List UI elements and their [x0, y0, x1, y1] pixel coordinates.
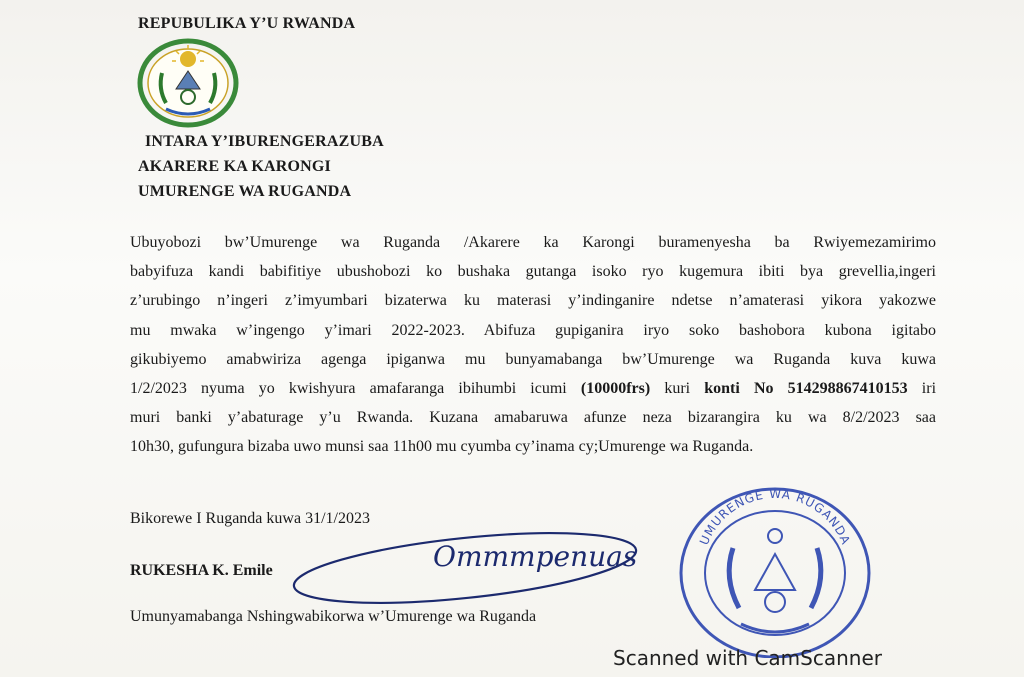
header-province: INTARA Y’IBURENGERAZUBA — [145, 133, 384, 150]
header-sector: UMURENGE WA RUGANDA — [138, 183, 352, 200]
svg-text:UMURENGE WA RUGANDA — [697, 487, 853, 547]
header-republic: REPUBULIKA Y’U RWANDA — [138, 15, 356, 32]
body-line-payment — [130, 374, 936, 403]
signature-icon — [285, 520, 645, 610]
body-text-segment: 1/2/2023 nyuma yo kwishyura amafaranga ibihumbi icumi — [130, 380, 581, 398]
body-line: z’urubingo n’ingeri z’imyumbari bizaterwa ku materasi y’indinganire ndetse n’amaterasi yikora yakozwe — [130, 292, 936, 310]
camscanner-watermark: Scanned with CamScanner — [613, 646, 882, 670]
signer-title: Umunyamabanga Nshingwabikorwa w’Umurenge wa Ruganda — [130, 608, 537, 625]
header-district: AKARERE KA KARONGI — [138, 158, 331, 175]
signature-scribble: Ommmpenuas — [433, 540, 638, 573]
body-line: mu mwaka w’ingengo y’imari 2022-2023. Abifuza gupiganira iryo soko bashobora kubona igitabo — [130, 321, 936, 339]
fee-amount: (10000frs) — [580, 380, 651, 398]
body-line: babyifuza kandi babifitiye ubushobozi ko bushaka gutanga isoko ryo kugemura ibiti bya grevellia,ingeri — [130, 263, 936, 281]
body-text-segment: iri — [907, 380, 937, 398]
official-stamp-icon — [675, 478, 875, 658]
body-line: 10h30, gufungura bizaba uwo munsi saa 11h00 mu cyumba cy’inama cy;Umurenge wa Ruganda. — [130, 438, 754, 456]
announcement-body — [130, 228, 936, 462]
rwanda-emblem-icon — [136, 37, 240, 129]
body-text-segment: kuri — [650, 380, 705, 398]
body-line: gikubiyemo amabwiriza agenga ipiganwa mu bunyamabanga bw’Umurenge wa Ruganda kuva kuwa — [130, 350, 936, 368]
date-line: Bikorewe I Ruganda kuwa 31/1/2023 — [130, 510, 370, 527]
signer-name: RUKESHA K. Emile — [130, 562, 273, 579]
body-line: Ubuyobozi bw’Umurenge wa Ruganda /Akarere ka Karongi buramenyesha ba Rwiyemezamirimo — [130, 234, 936, 251]
stamp-text: UMURENGE WA RUGANDA — [696, 486, 854, 548]
body-line: muri banki y’abaturage y’u Rwanda. Kuzana amabaruwa afunze neza bizarangira ku wa 8/2/2023 saa — [130, 409, 936, 427]
account-number: konti No 514298867410153 — [704, 380, 908, 398]
